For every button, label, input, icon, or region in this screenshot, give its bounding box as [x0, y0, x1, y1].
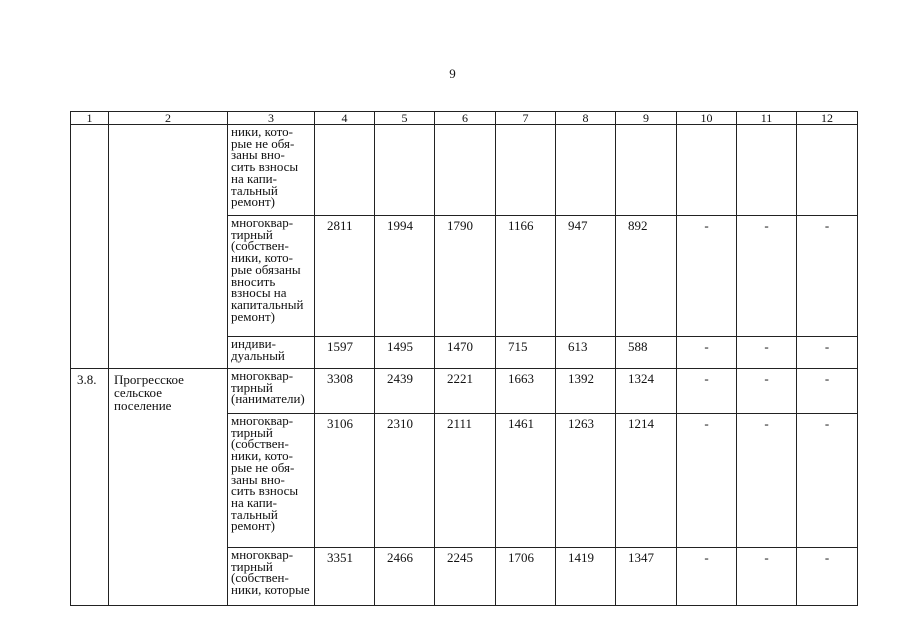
column-number: 2	[109, 112, 228, 125]
housing-type-cell: многоквар- тирный (собствен- ники, кото- рые не обя- заны вно- сить взносы на капи- тальный ремонт)	[228, 414, 315, 548]
value-cell: 2466	[375, 548, 435, 606]
dash-cell	[737, 125, 797, 216]
dash-cell: -	[797, 369, 858, 414]
housing-type-cell: ники, кото- рые не обя- заны вно- сить взносы на капи- тальный ремонт)	[228, 125, 315, 216]
value-cell	[435, 125, 496, 216]
value-cell: 1324	[616, 369, 677, 414]
value-cell: 2310	[375, 414, 435, 548]
column-number: 9	[616, 112, 677, 125]
settlement-cell	[109, 125, 228, 369]
dash-cell: -	[797, 216, 858, 337]
value-cell: 3351	[315, 548, 375, 606]
row-number-cell: 3.8.	[71, 369, 109, 606]
value-cell: 2439	[375, 369, 435, 414]
value-cell	[556, 125, 616, 216]
settlement-cell: Прогресское сельское поселение	[109, 369, 228, 606]
column-number: 11	[737, 112, 797, 125]
dash-cell: -	[677, 337, 737, 369]
dash-cell: -	[797, 548, 858, 606]
dash-cell: -	[737, 414, 797, 548]
housing-type-cell: индиви- дуальный	[228, 337, 315, 369]
housing-type-cell: многоквар- тирный (собствен- ники, которые	[228, 548, 315, 606]
dash-cell: -	[737, 337, 797, 369]
value-cell: 2811	[315, 216, 375, 337]
value-cell: 1470	[435, 337, 496, 369]
value-cell: 1347	[616, 548, 677, 606]
value-cell: 1597	[315, 337, 375, 369]
row-number-cell	[71, 125, 109, 369]
value-cell: 613	[556, 337, 616, 369]
dash-cell: -	[677, 216, 737, 337]
value-cell: 588	[616, 337, 677, 369]
column-number: 3	[228, 112, 315, 125]
dash-cell: -	[737, 548, 797, 606]
column-number: 1	[71, 112, 109, 125]
column-number: 4	[315, 112, 375, 125]
value-cell: 2245	[435, 548, 496, 606]
value-cell: 2111	[435, 414, 496, 548]
value-cell: 3106	[315, 414, 375, 548]
value-cell	[315, 125, 375, 216]
housing-type-cell: многоквар- тирный (наниматели)	[228, 369, 315, 414]
column-number: 7	[496, 112, 556, 125]
value-cell: 1663	[496, 369, 556, 414]
value-cell: 1790	[435, 216, 496, 337]
value-cell: 2221	[435, 369, 496, 414]
value-cell: 1461	[496, 414, 556, 548]
dash-cell: -	[677, 369, 737, 414]
value-cell: 1994	[375, 216, 435, 337]
value-cell: 715	[496, 337, 556, 369]
dash-cell: -	[797, 337, 858, 369]
dash-cell: -	[677, 414, 737, 548]
housing-type-cell: многоквар- тирный (собствен- ники, кото- рые обязаны вносить взносы на капитальный ремонт)	[228, 216, 315, 337]
column-number: 12	[797, 112, 858, 125]
table-row	[71, 369, 858, 414]
value-cell: 1495	[375, 337, 435, 369]
column-number: 6	[435, 112, 496, 125]
dash-cell: -	[737, 216, 797, 337]
value-cell	[375, 125, 435, 216]
value-cell: 892	[616, 216, 677, 337]
value-cell: 3308	[315, 369, 375, 414]
tariff-table	[70, 111, 858, 606]
dash-cell: -	[797, 414, 858, 548]
value-cell: 1214	[616, 414, 677, 548]
value-cell	[496, 125, 556, 216]
column-number: 5	[375, 112, 435, 125]
value-cell: 1419	[556, 548, 616, 606]
column-number-row	[71, 112, 858, 125]
table-row	[71, 125, 858, 216]
dash-cell	[797, 125, 858, 216]
column-number: 8	[556, 112, 616, 125]
column-number: 10	[677, 112, 737, 125]
dash-cell: -	[677, 548, 737, 606]
page-number: 9	[449, 66, 456, 81]
value-cell: 1166	[496, 216, 556, 337]
value-cell: 947	[556, 216, 616, 337]
value-cell: 1392	[556, 369, 616, 414]
value-cell	[616, 125, 677, 216]
value-cell: 1706	[496, 548, 556, 606]
dash-cell: -	[737, 369, 797, 414]
dash-cell	[677, 125, 737, 216]
value-cell: 1263	[556, 414, 616, 548]
